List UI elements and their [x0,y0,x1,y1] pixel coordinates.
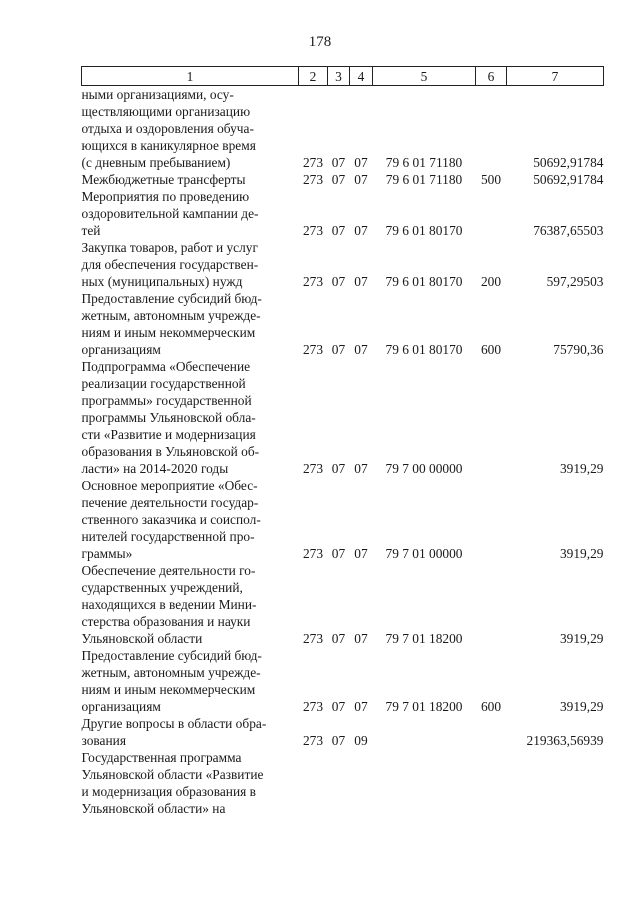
admin-code-cell: 273 [302,699,324,714]
description-line: образования в Ульяновской об- [81,444,260,459]
description-line: ласти» на 2014-2020 годы [81,461,229,476]
expense-type-cell: 500 [480,172,502,187]
page-number: 178 [308,34,332,50]
description-line: оздоровительной кампании де- [81,206,259,221]
description-line: ными организациями, осу- [81,87,234,102]
table-row [82,171,604,188]
description-line: находящихся в ведении Мини- [81,597,257,612]
subsection-cell [350,749,373,817]
description-line: (с дневным пребыванием) [81,155,231,170]
description-cell [82,477,299,562]
target-article-cell: 79 6 01 80170 [385,223,463,238]
description-line: жетным, автономным учрежде- [81,665,261,680]
table-row [82,715,604,749]
target-article-cell: 79 6 01 71180 [385,172,463,187]
amount-cell [507,749,604,817]
description-line: печение деятельности государ- [81,495,259,510]
description-line: для обеспечения государствен- [81,257,259,272]
expense-type-cell [476,86,507,172]
expense-type-cell [476,477,507,562]
expense-type-cell: 600 [480,342,502,357]
table-header-row [82,67,604,86]
section-cell: 07 [331,461,346,476]
description-line: организациям [81,342,161,357]
admin-code-cell: 273 [302,546,324,561]
description-line: Другие вопросы в области обра- [81,716,267,731]
subsection-cell: 07 [354,699,368,714]
subsection-cell: 07 [354,342,368,357]
description-line: ющихся в каникулярное время [81,138,256,153]
description-cell [82,562,299,647]
description-line: организациям [81,699,161,714]
description-line: отдыха и оздоровления обуча- [81,121,254,136]
budget-table [81,66,604,817]
description-line: тей [81,223,101,238]
description-cell [82,239,299,290]
description-line: жетным, автономным учрежде- [81,308,261,323]
description-line: Мероприятия по проведению [81,189,250,204]
target-article-cell: 79 7 01 18200 [385,699,463,714]
description-line: Предоставление субсидий бюд- [81,648,262,663]
description-cell [82,358,299,477]
table-row [82,749,604,817]
admin-code-cell [299,749,328,817]
description-line: сти «Развитие и модернизация [81,427,256,442]
description-cell [82,290,299,358]
expense-type-cell [476,749,507,817]
admin-code-cell: 273 [302,223,324,238]
table-row [82,477,604,562]
table-row [82,647,604,715]
amount-cell: 219363,56939 [526,733,604,748]
description-line: Подпрограмма «Обеспечение [81,359,251,374]
description-line: ственного заказчика и соиспол- [81,512,261,527]
section-cell: 07 [331,172,346,187]
subsection-cell: 07 [354,631,368,646]
section-cell: 07 [331,223,346,238]
target-article-cell: 79 7 00 00000 [385,461,463,476]
column-header: 6 [476,67,507,86]
description-line: реализации государственной [81,376,246,391]
admin-code-cell: 273 [302,342,324,357]
section-cell: 07 [331,274,346,289]
target-article-cell: 79 6 01 71180 [385,155,463,170]
expense-type-cell: 600 [480,699,502,714]
column-header: 4 [350,67,373,86]
description-cell [82,749,299,817]
description-line: Основное мероприятие «Обес- [81,478,258,493]
section-cell: 07 [331,631,346,646]
target-article-cell [373,749,476,817]
description-line: ниям и иным некоммерческим [81,325,256,340]
column-header: 2 [299,67,328,86]
description-line: граммы» [81,546,133,561]
amount-cell: 3919,29 [559,461,604,476]
description-line: Предоставление субсидий бюд- [81,291,262,306]
description-line: стерства образования и науки [81,614,251,629]
column-header: 1 [82,67,299,86]
expense-type-cell: 200 [480,274,502,289]
description-line: Ульяновской области» на [81,801,226,816]
column-header: 3 [328,67,350,86]
admin-code-cell: 273 [302,274,324,289]
expense-type-cell [476,715,507,749]
target-article-cell: 79 7 01 18200 [385,631,463,646]
column-header: 5 [373,67,476,86]
description-line: ных (муниципальных) нужд [81,274,243,289]
description-line: Ульяновской области [81,631,203,646]
description-line: ниям и иным некоммерческим [81,682,256,697]
column-header: 7 [507,67,604,86]
admin-code-cell: 273 [302,172,324,187]
description-line: и модернизация образования в [81,784,256,799]
amount-cell: 50692,91784 [533,155,604,170]
description-line: нителей государственной про- [81,529,255,544]
description-line: Государственная программа [81,750,242,765]
expense-type-cell [476,358,507,477]
target-article-cell: 79 7 01 00000 [385,546,463,561]
description-line: Обеспечение деятельности го- [81,563,256,578]
description-line: программы» государственной [81,393,252,408]
description-cell [82,647,299,715]
description-line: ществляющими организацию [81,104,251,119]
description-line: Закупка товаров, работ и услуг [81,240,258,255]
target-article-cell: 79 6 01 80170 [385,274,463,289]
amount-cell: 597,29503 [546,274,604,289]
section-cell: 07 [331,546,346,561]
target-article-cell [373,715,476,749]
expense-type-cell [476,188,507,239]
subsection-cell: 07 [354,172,368,187]
table-row [82,358,604,477]
table-body [82,86,604,818]
table-row [82,290,604,358]
section-cell [328,749,350,817]
description-line: Ульяновской области «Развитие [81,767,264,782]
amount-cell: 75790,36 [553,342,604,357]
table-row [82,562,604,647]
amount-cell: 76387,65503 [533,223,604,238]
description-line: сударственных учреждений, [81,580,243,595]
section-cell: 07 [331,699,346,714]
admin-code-cell: 273 [302,733,324,748]
description-cell [82,715,299,749]
table-row [82,86,604,172]
expense-type-cell [476,562,507,647]
description-line: Межбюджетные трансферты [81,172,246,187]
description-line: программы Ульяновской обла- [81,410,256,425]
subsection-cell: 07 [354,546,368,561]
section-cell: 07 [331,342,346,357]
subsection-cell: 07 [354,155,368,170]
admin-code-cell: 273 [302,631,324,646]
amount-cell: 50692,91784 [533,172,604,187]
table-row [82,188,604,239]
description-cell [82,188,299,239]
admin-code-cell: 273 [302,155,324,170]
description-cell [82,86,299,172]
amount-cell: 3919,29 [559,631,604,646]
subsection-cell: 09 [354,733,368,748]
description-line: зования [81,733,126,748]
amount-cell: 3919,29 [559,699,604,714]
subsection-cell: 07 [354,274,368,289]
target-article-cell: 79 6 01 80170 [385,342,463,357]
admin-code-cell: 273 [302,461,324,476]
section-cell: 07 [331,733,346,748]
subsection-cell: 07 [354,461,368,476]
section-cell: 07 [331,155,346,170]
subsection-cell: 07 [354,223,368,238]
table-row [82,239,604,290]
amount-cell: 3919,29 [559,546,604,561]
description-cell [82,171,299,188]
